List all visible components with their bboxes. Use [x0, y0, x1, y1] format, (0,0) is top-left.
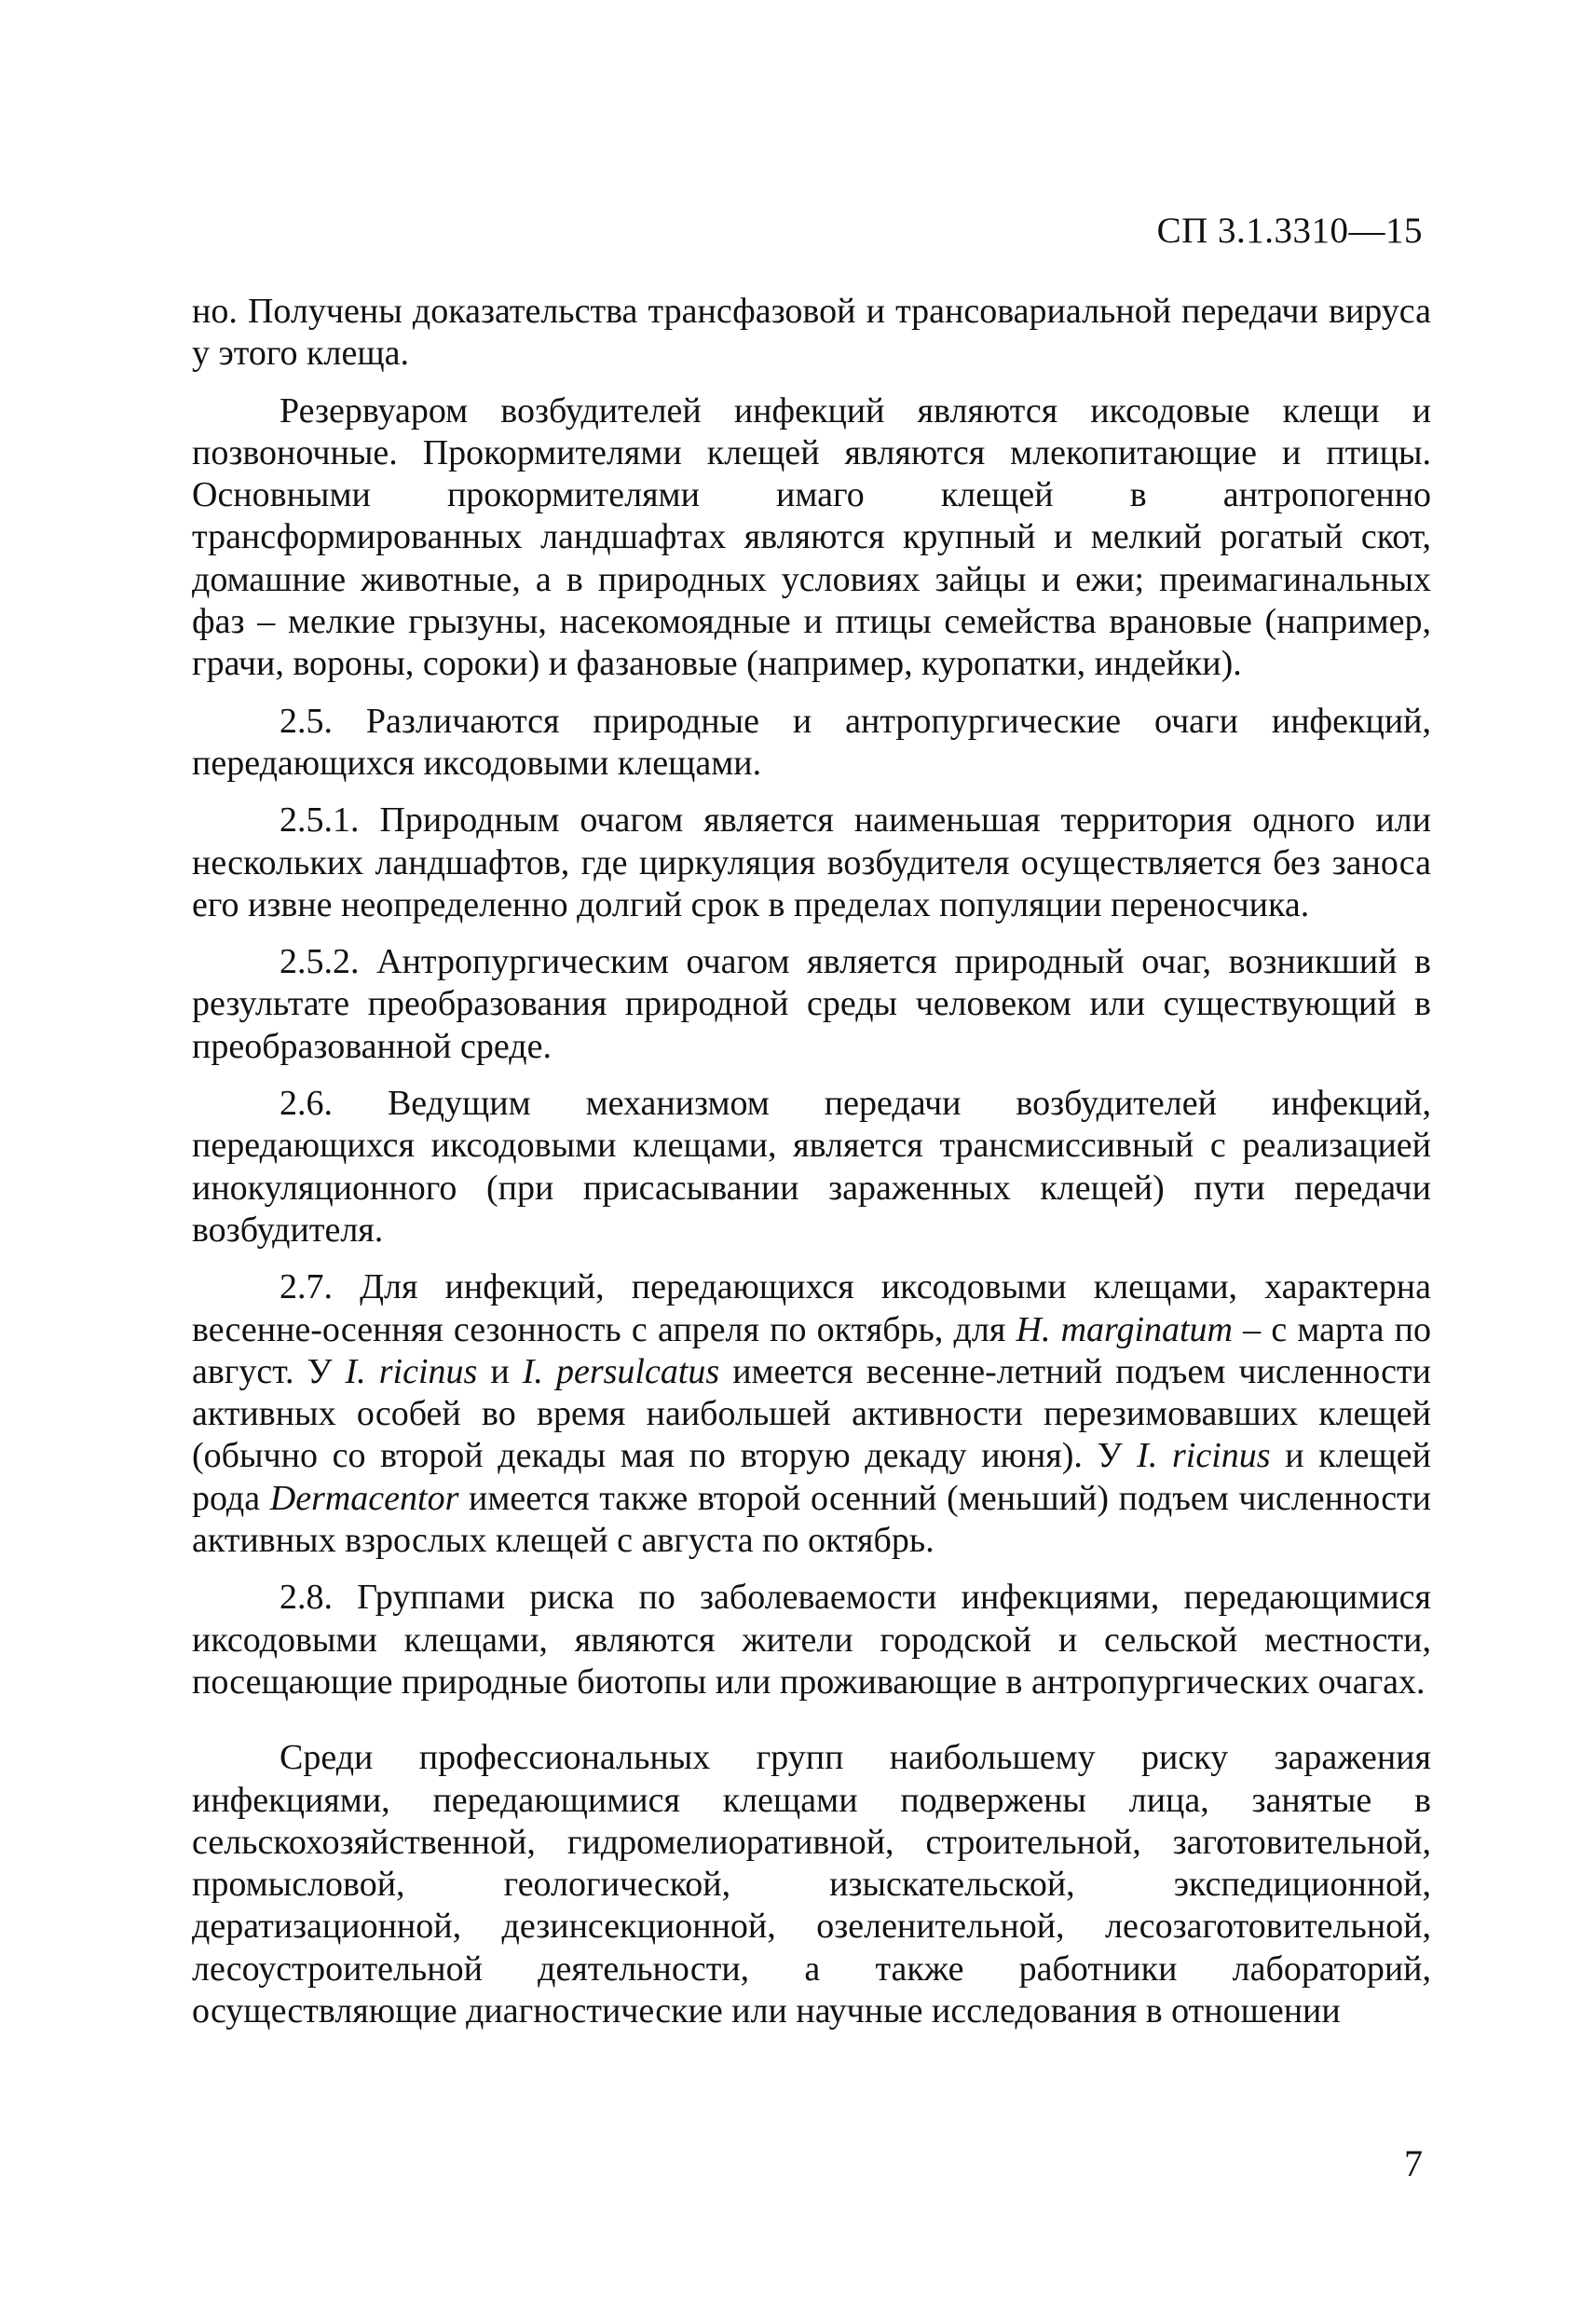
page-number: 7	[1404, 2142, 1423, 2184]
paragraph-2-5-2: 2.5.2. Антропургическим очагом является природный очаг, возникший в результате преобразования природной среды человеком или существующий в преобразованной среде.	[192, 942, 1431, 1066]
paragraph-continuation: но. Получены доказательства трансфазовой и трансовариальной передачи вируса у этого клеща.	[192, 292, 1431, 374]
text-span: 2.7. Для инфекций, передающихся иксодовыми клещами, характерна весенне-осенняя сезонность с апреля по октябрь, для	[192, 1267, 1431, 1349]
species-name: I. persulcatus	[522, 1351, 720, 1391]
paragraph-2-5: 2.5. Различаются природные и антропургические очаги инфекций, передающихся иксодовыми клещами.	[192, 701, 1431, 783]
text-span: и	[477, 1351, 523, 1391]
paragraph-reservoir: Резервуаром возбудителей инфекций являются иксодовые клещи и позвоночные. Прокормителями клещей являются млекопитающие и птицы. Основными прокормителями имаго клещей в антропогенно трансформированных ландшафтах являются крупный и мелкий рогатый скот, домашние животные, а в природных условиях зайцы и ежи; преимагинальных фаз – мелкие грызуны, насекомоядные и птицы семейства врановые (например, грачи, вороны, сороки) и фазановые (например, куропатки, индейки).	[192, 390, 1431, 684]
paragraph-2-6: 2.6. Ведущим механизмом передачи возбудителей инфекций, передающихся иксодовыми клещами, является трансмиссивный с реализацией инокуляционного (при присасывании зараженных клещей) пути передачи возбудителя.	[192, 1084, 1431, 1250]
species-name: I. ricinus	[1137, 1436, 1271, 1476]
paragraph-2-5-1: 2.5.1. Природным очагом является наименьшая территория одного или нескольких ландшафтов, где циркуляция возбудителя осуществляется без заноса его извне неопределенно долгий срок в пределах популяции переносчика.	[192, 800, 1431, 924]
text-span: имеется также второй осенний (меньший) подъем численности активных взрослых клещей с августа по октябрь.	[192, 1478, 1431, 1561]
species-name: H. marginatum	[1016, 1309, 1233, 1349]
text-span: – с марта по август. У	[192, 1309, 1431, 1391]
paragraph-2-7	[192, 1266, 1431, 1562]
paragraph-professional-groups: Среди профессиональных групп наибольшему риску заражения инфекциями, передающимися клещами подвержены лица, занятые в сельскохозяйственной, гидромелиоративной, строительной, заготовительной, промысловой, геологической, изыскательской, экспедиционной, дератизационной, дезинсекционной, озеленительной, лесозаготовительной, лесоустроительной деятельности, а также работники лабораторий, осуществляющие диагностические или научные исследования в отношении	[192, 1738, 1431, 2031]
text-span: и клещей рода	[192, 1436, 1431, 1518]
document-code: СП 3.1.3310—15	[1156, 211, 1423, 251]
text-span: имеется весенне-летний подъем численности активных особей во время наибольшей активности перезимовавших клещей (обычно со второй декады мая по вторую декаду июня). У	[192, 1351, 1431, 1476]
document-body	[192, 291, 1431, 2032]
genus-name: Dermacentor	[269, 1478, 459, 1518]
paragraph-2-8: 2.8. Группами риска по заболеваемости инфекциями, передающимися иксодовыми клещами, являются жители городской и сельской местности, посещающие природные биотопы или проживающие в антропургических очагах.	[192, 1578, 1431, 1702]
species-name: I. ricinus	[345, 1351, 478, 1391]
